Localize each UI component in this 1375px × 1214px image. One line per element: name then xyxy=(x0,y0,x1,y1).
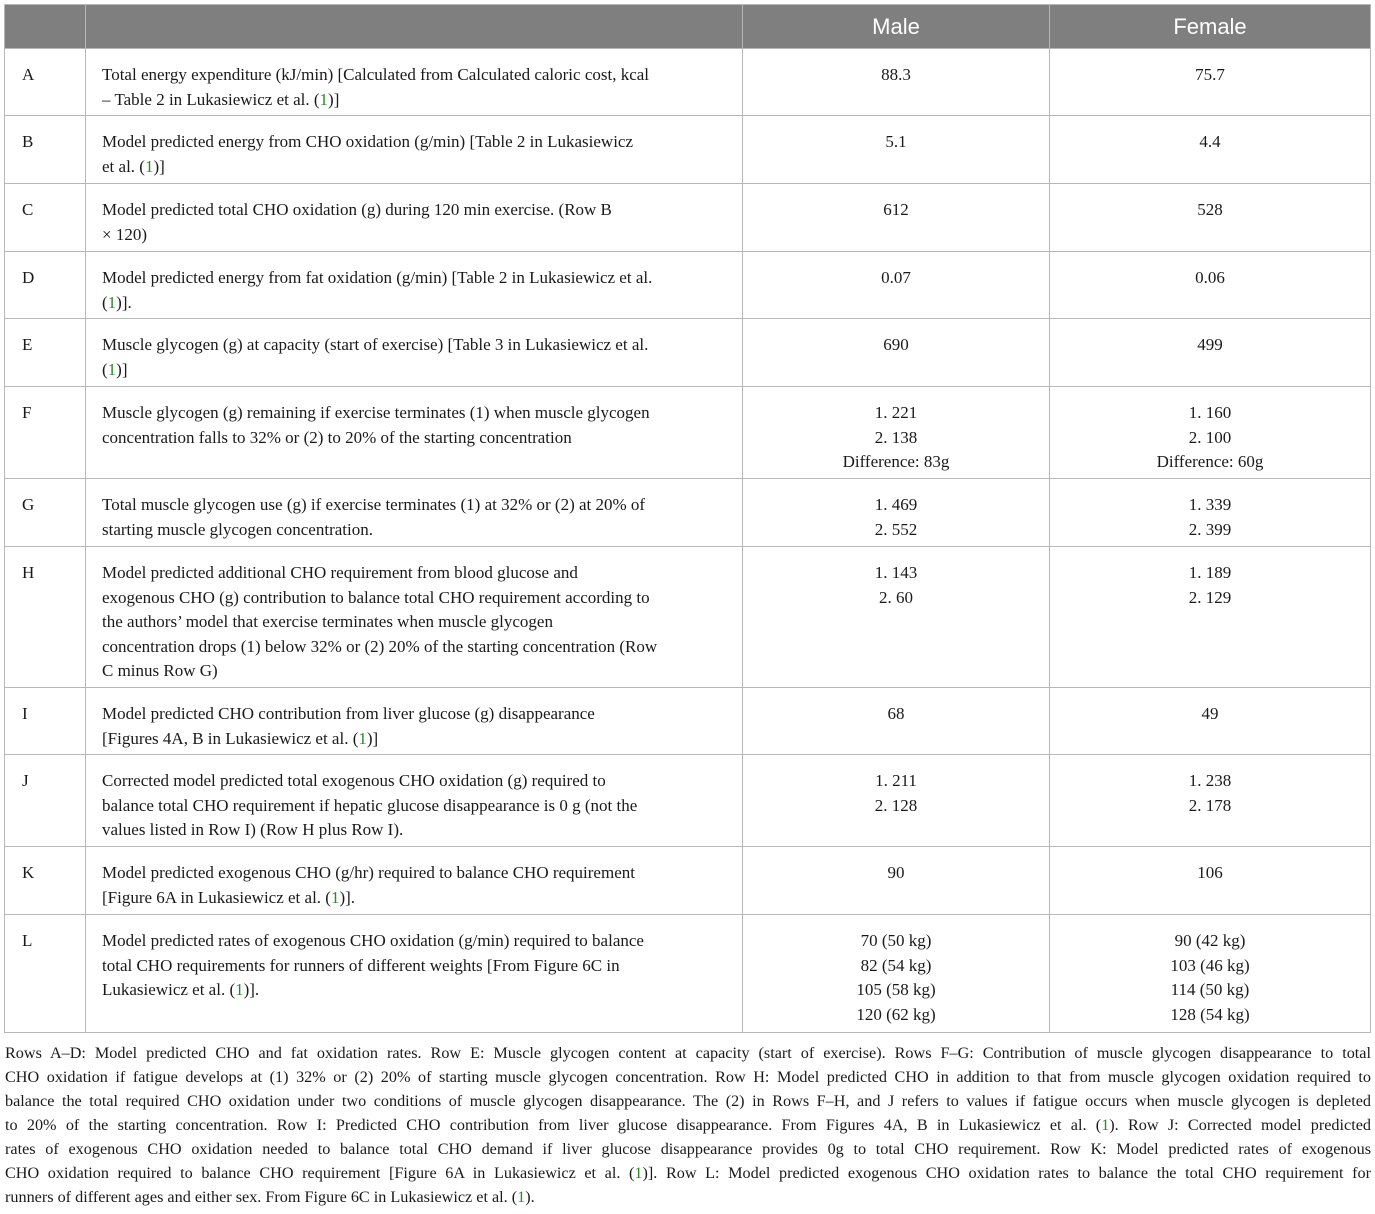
description-text: )] xyxy=(153,156,165,176)
description-text: Model predicted energy from fat oxidation (g/min) [Table 2 in Lukasiewicz et al. xyxy=(102,268,653,287)
row-description xyxy=(86,49,743,116)
value-line: 2. 399 xyxy=(1188,519,1232,539)
table-row xyxy=(5,319,1371,387)
value-male xyxy=(743,755,1050,847)
value-line: 1. 339 xyxy=(1188,495,1232,514)
footnote-line xyxy=(5,1113,1371,1137)
table-row xyxy=(5,116,1371,184)
value-line: 120 (62 kg) xyxy=(856,1004,936,1024)
footnote-text: ). Row J: Corrected model predicted xyxy=(1109,1116,1371,1134)
row-description xyxy=(86,184,743,252)
reference-link[interactable]: 1 xyxy=(1101,1116,1110,1134)
description-text: – Table 2 in Lukasiewicz et al. ( xyxy=(102,89,320,109)
row-key: A xyxy=(5,49,86,116)
description-text: values listed in Row I) (Row H plus Row I). xyxy=(102,820,404,839)
data-table xyxy=(4,4,1371,1033)
value-line: 114 (50 kg) xyxy=(1170,980,1250,999)
row-description xyxy=(86,755,743,847)
footnote-text: CHO oxidation if fatigue develops at (1) 32% or (2) 20% of starting muscle glycogen concentration. Row H: Model predicted CHO in addition to that from muscle glycogen oxidation required to xyxy=(5,1068,1371,1086)
description-text: et al. ( xyxy=(102,156,145,176)
value-female xyxy=(1050,252,1371,319)
value-line: 1. 469 xyxy=(874,495,918,514)
description-text: )]. xyxy=(243,980,260,999)
value-line: 1. 238 xyxy=(1188,771,1232,790)
description-text: Model predicted additional CHO requirement from blood glucose and xyxy=(102,563,578,582)
table-row xyxy=(5,547,1371,688)
header-male: Male xyxy=(743,5,1050,49)
value-line: 105 (58 kg) xyxy=(856,980,936,999)
value-female xyxy=(1050,915,1371,1033)
value-line: 4.4 xyxy=(1199,132,1221,151)
footnote-line xyxy=(5,1185,1371,1209)
value-line: 2. 552 xyxy=(874,519,918,539)
description-text: Lukasiewicz et al. ( xyxy=(102,980,236,999)
table-row xyxy=(5,49,1371,116)
reference-link[interactable]: 1 xyxy=(634,1164,643,1182)
value-line: 68 xyxy=(887,704,905,723)
reference-link[interactable]: 1 xyxy=(330,887,340,907)
description-text: )] xyxy=(328,89,340,109)
header-female: Female xyxy=(1050,5,1371,49)
description-text: Muscle glycogen (g) remaining if exercise terminates (1) when muscle glycogen xyxy=(102,403,650,422)
footnote-text: ). xyxy=(525,1188,535,1206)
value-female xyxy=(1050,319,1371,387)
value-male xyxy=(743,252,1050,319)
description-text: × 120) xyxy=(102,224,147,244)
value-male xyxy=(743,49,1050,116)
value-line: 690 xyxy=(883,335,909,354)
row-description xyxy=(86,319,743,387)
value-female xyxy=(1050,387,1371,479)
value-line: 2. 129 xyxy=(1188,587,1232,607)
value-line: 106 xyxy=(1197,863,1223,882)
description-text: concentration falls to 32% or (2) to 20% of the starting concentration xyxy=(102,427,572,447)
footnote-text: CHO oxidation required to balance CHO requirement [Figure 6A in Lukasiewicz et al. ( xyxy=(5,1164,635,1182)
value-line: 0.06 xyxy=(1195,268,1225,287)
value-line: 2. 138 xyxy=(874,427,918,447)
value-male xyxy=(743,547,1050,688)
value-line: 1. 211 xyxy=(875,771,917,790)
footnote-text: )]. Row L: Model predicted exogenous CHO oxidation rates to balance the total CHO requirement for xyxy=(642,1164,1371,1182)
description-text: Model predicted energy from CHO oxidation (g/min) [Table 2 in Lukasiewicz xyxy=(102,132,634,151)
row-key: L xyxy=(5,915,86,1033)
value-line: 2. 178 xyxy=(1188,795,1232,815)
row-description xyxy=(86,479,743,547)
value-line: 49 xyxy=(1201,704,1219,723)
table-row xyxy=(5,755,1371,847)
description-text: ( xyxy=(102,292,108,312)
row-description xyxy=(86,387,743,479)
value-line: 1. 160 xyxy=(1188,403,1232,422)
description-text: [Figure 6A in Lukasiewicz et al. ( xyxy=(102,887,331,907)
value-line: 2. 128 xyxy=(874,795,918,815)
footnote-text: to 20% of the starting concentration. Row I: Predicted CHO contribution from liver glucose disappearance. From Figures 4A, B in Lukasiewicz et al. ( xyxy=(5,1116,1102,1134)
table-row xyxy=(5,252,1371,319)
value-male xyxy=(743,184,1050,252)
value-line: 612 xyxy=(883,200,909,219)
description-text: Model predicted exogenous CHO (g/hr) required to balance CHO requirement xyxy=(102,863,635,882)
value-female xyxy=(1050,184,1371,252)
value-female xyxy=(1050,847,1371,915)
reference-link[interactable]: 1 xyxy=(107,359,117,379)
value-line: Difference: 83g xyxy=(842,452,950,471)
reference-link[interactable]: 1 xyxy=(319,89,329,109)
value-line: 75.7 xyxy=(1195,65,1225,84)
footnote-text: balance the total required CHO oxidation under two conditions of muscle glycogen disappearance. The (2) in Rows F–H, and J refers to values if fatigue occurs when muscle glycogen is depleted xyxy=(5,1092,1371,1110)
reference-link[interactable]: 1 xyxy=(517,1188,526,1206)
value-male xyxy=(743,688,1050,755)
footnote-line xyxy=(5,1089,1371,1113)
row-description xyxy=(86,252,743,319)
row-key: H xyxy=(5,547,86,688)
description-text: Total muscle glycogen use (g) if exercise terminates (1) at 32% or (2) at 20% of xyxy=(102,495,646,514)
reference-link[interactable]: 1 xyxy=(107,292,117,312)
value-line: 2. 100 xyxy=(1188,427,1232,447)
row-key: B xyxy=(5,116,86,184)
table-row xyxy=(5,184,1371,252)
description-text: C minus Row G) xyxy=(102,661,218,680)
footnote-line xyxy=(5,1137,1371,1161)
description-text: )]. xyxy=(339,887,356,907)
table-footnote xyxy=(4,1033,1371,1209)
row-description xyxy=(86,547,743,688)
footnote-line xyxy=(5,1041,1371,1065)
value-line: 499 xyxy=(1197,335,1223,354)
row-description xyxy=(86,688,743,755)
value-male xyxy=(743,319,1050,387)
value-line: 82 (54 kg) xyxy=(860,955,932,975)
footnote-text: runners of different ages and either sex. From Figure 6C in Lukasiewicz et al. ( xyxy=(5,1188,518,1206)
value-male xyxy=(743,915,1050,1033)
value-line: 103 (46 kg) xyxy=(1170,955,1250,975)
row-description xyxy=(86,116,743,184)
description-text: exogenous CHO (g) contribution to balance total CHO requirement according to xyxy=(102,587,650,607)
table-row xyxy=(5,847,1371,915)
value-line: 0.07 xyxy=(881,268,911,287)
table-row xyxy=(5,915,1371,1033)
row-key: E xyxy=(5,319,86,387)
description-text: balance total CHO requirement if hepatic glucose disappearance is 0 g (not the xyxy=(102,795,638,815)
description-text: )] xyxy=(366,728,379,748)
value-line: 88.3 xyxy=(881,65,911,84)
row-key: F xyxy=(5,387,86,479)
value-line: 2. 60 xyxy=(879,587,913,607)
row-key: K xyxy=(5,847,86,915)
value-line: 1. 143 xyxy=(874,563,918,582)
description-text: starting muscle glycogen concentration. xyxy=(102,519,373,539)
description-text: Model predicted rates of exogenous CHO oxidation (g/min) required to balance xyxy=(102,931,644,950)
row-description xyxy=(86,847,743,915)
value-female xyxy=(1050,49,1371,116)
table-row xyxy=(5,387,1371,479)
description-text: [Figures 4A, B in Lukasiewicz et al. ( xyxy=(102,728,359,748)
row-description xyxy=(86,915,743,1033)
description-text: Model predicted CHO contribution from liver glucose (g) disappearance xyxy=(102,704,595,723)
value-female xyxy=(1050,688,1371,755)
row-key: J xyxy=(5,755,86,847)
header-key xyxy=(5,5,86,49)
value-male xyxy=(743,847,1050,915)
table-row xyxy=(5,688,1371,755)
description-text: Muscle glycogen (g) at capacity (start of exercise) [Table 3 in Lukasiewicz et al. xyxy=(102,335,649,354)
description-text: )] xyxy=(116,359,128,379)
description-text: Corrected model predicted total exogenous CHO oxidation (g) required to xyxy=(102,771,606,790)
value-male xyxy=(743,479,1050,547)
value-line: 528 xyxy=(1197,200,1223,219)
description-text: Total energy expenditure (kJ/min) [Calculated from Calculated caloric cost, kcal xyxy=(102,65,650,84)
value-line: 90 (42 kg) xyxy=(1174,931,1246,950)
table-body xyxy=(5,49,1371,1033)
footnote-line xyxy=(5,1161,1371,1185)
footnote-line xyxy=(5,1065,1371,1089)
footnote-text: Rows A–D: Model predicted CHO and fat oxidation rates. Row E: Muscle glycogen content at capacity (start of exercise). Rows F–G: Contribution of muscle glycogen disappearance to total xyxy=(5,1044,1371,1062)
value-line: 1. 221 xyxy=(874,403,918,422)
description-text: )]. xyxy=(116,292,132,312)
value-line: 1. 189 xyxy=(1188,563,1232,582)
table-row xyxy=(5,479,1371,547)
row-key: C xyxy=(5,184,86,252)
row-key: I xyxy=(5,688,86,755)
value-line: 70 (50 kg) xyxy=(860,931,932,950)
value-female xyxy=(1050,479,1371,547)
row-key: G xyxy=(5,479,86,547)
header-row xyxy=(5,5,1371,49)
description-text: ( xyxy=(102,359,108,379)
value-male xyxy=(743,387,1050,479)
value-line: Difference: 60g xyxy=(1156,452,1264,471)
footnote-text: rates of exogenous CHO oxidation needed to balance total CHO demand if liver glucose disappearance provides 0g to total CHO requirement. Row K: Model predicted rates of exogenous xyxy=(5,1140,1371,1158)
description-text: concentration drops (1) below 32% or (2) 20% of the starting concentration (Row xyxy=(102,636,658,656)
header-description xyxy=(86,5,743,49)
value-female xyxy=(1050,755,1371,847)
row-key: D xyxy=(5,252,86,319)
value-line: 5.1 xyxy=(885,132,907,151)
description-text: Model predicted total CHO oxidation (g) during 120 min exercise. (Row B xyxy=(102,200,612,219)
value-line: 90 xyxy=(887,863,905,882)
description-text: total CHO requirements for runners of different weights [From Figure 6C in xyxy=(102,955,620,975)
description-text: the authors’ model that exercise terminates when muscle glycogen xyxy=(102,612,553,631)
value-line: 128 (54 kg) xyxy=(1170,1004,1250,1024)
reference-link[interactable]: 1 xyxy=(358,728,367,748)
reference-link[interactable]: 1 xyxy=(144,156,154,176)
value-male xyxy=(743,116,1050,184)
value-female xyxy=(1050,547,1371,688)
reference-link[interactable]: 1 xyxy=(235,980,244,999)
value-female xyxy=(1050,116,1371,184)
